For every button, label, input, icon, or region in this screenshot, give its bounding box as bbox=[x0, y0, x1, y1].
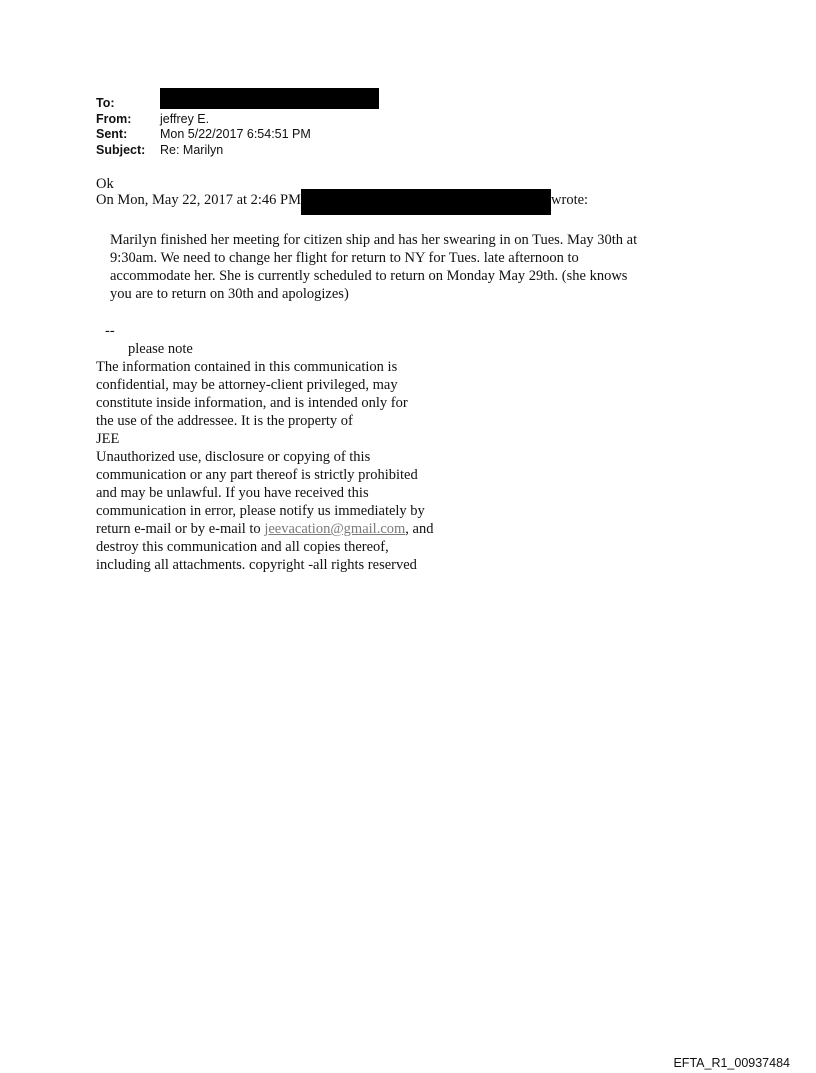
from-label: From: bbox=[96, 111, 132, 126]
quoted-line: Marilyn finished her meeting for citizen ship and has her swearing in on Tues. May 30th at bbox=[110, 232, 638, 248]
disclaimer-line: Unauthorized use, disclosure or copying of this bbox=[96, 449, 371, 465]
disclaimer-line: including all attachments. copyright -all rights reserved bbox=[96, 557, 417, 573]
redaction-block bbox=[301, 189, 551, 215]
to-row bbox=[96, 96, 379, 112]
disclaimer-line: the use of the addressee. It is the property of bbox=[96, 413, 353, 429]
subject-label: Subject: bbox=[96, 142, 146, 157]
quoted-line: you are to return on 30th and apologizes) bbox=[110, 286, 349, 302]
disclaimer-line: destroy this communication and all copies thereof, bbox=[96, 539, 389, 555]
quote-intro-suffix: wrote: bbox=[551, 192, 589, 208]
document-id: EFTA_R1_00937484 bbox=[673, 1056, 790, 1070]
sent-row bbox=[96, 127, 379, 143]
disclaimer-line: communication or any part thereof is strictly prohibited bbox=[96, 467, 418, 483]
sent-label: Sent: bbox=[96, 127, 128, 141]
quote-intro-prefix: On Mon, May 22, 2017 at 2:46 PM bbox=[96, 192, 302, 208]
quoted-line: accommodate her. She is currently scheduled to return on Monday May 29th. (she knows bbox=[110, 268, 628, 284]
quoted-line: 9:30am. We need to change her flight for return to NY for Tues. late afternoon to bbox=[110, 250, 579, 266]
to-value bbox=[160, 96, 379, 112]
to-label: To: bbox=[96, 96, 115, 110]
disclaimer-line: confidential, may be attorney-client privileged, may bbox=[96, 377, 398, 393]
disclaimer-email-line bbox=[96, 520, 516, 538]
email-link[interactable]: jeevacation@gmail.com bbox=[264, 521, 406, 537]
disclaimer-line: and may be unlawful. If you have received this bbox=[96, 485, 369, 501]
sent-value: Mon 5/22/2017 6:54:51 PM bbox=[160, 127, 311, 141]
signature-note-title: please note bbox=[128, 341, 193, 357]
confidentiality-disclaimer bbox=[96, 358, 516, 574]
email-line-suffix: , and bbox=[405, 521, 434, 537]
quote-attribution bbox=[96, 191, 588, 215]
reply-text: Ok bbox=[96, 176, 114, 192]
disclaimer-line: JEE bbox=[96, 431, 120, 447]
disclaimer-line: The information contained in this communication is bbox=[96, 359, 398, 375]
signature-separator: -- bbox=[105, 323, 115, 339]
from-value: jeffrey E. bbox=[160, 111, 210, 126]
email-line-prefix: return e-mail or by e-mail to bbox=[96, 521, 265, 537]
redaction-block bbox=[160, 88, 379, 109]
disclaimer-line: communication in error, please notify us immediately by bbox=[96, 503, 425, 519]
quoted-message bbox=[110, 231, 710, 303]
subject-row bbox=[96, 143, 379, 159]
from-row bbox=[96, 112, 379, 128]
disclaimer-line: constitute inside information, and is intended only for bbox=[96, 395, 408, 411]
subject-value: Re: Marilyn bbox=[160, 142, 224, 157]
email-header bbox=[96, 96, 379, 158]
